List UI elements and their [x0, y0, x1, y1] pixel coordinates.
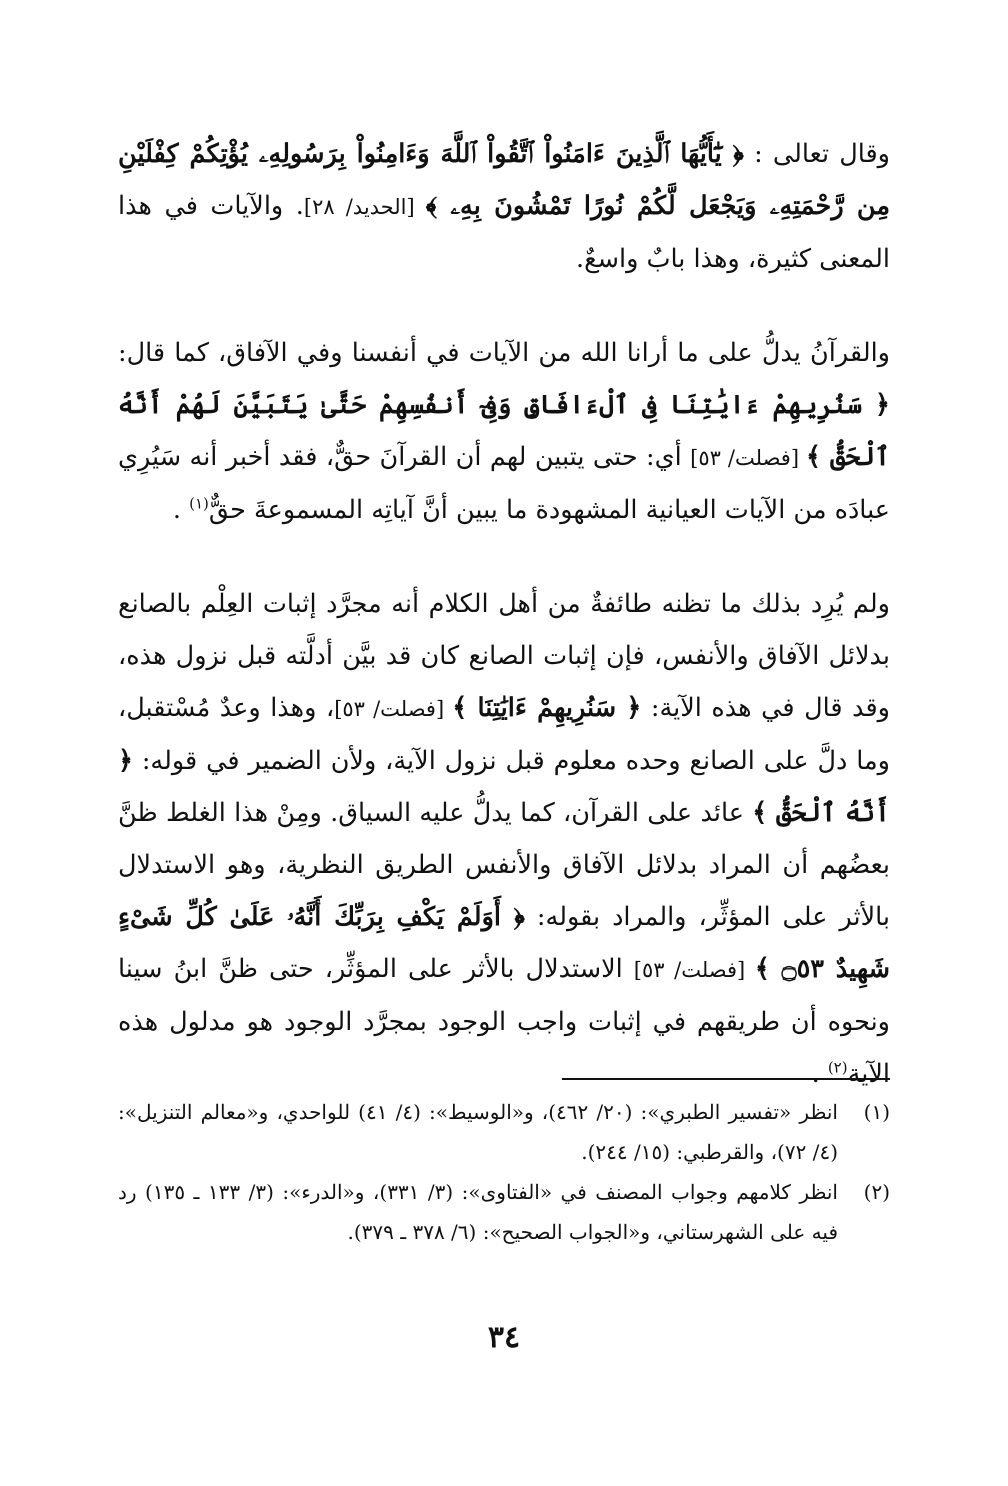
- footnote-1: [118, 1092, 890, 1172]
- quran-verse-hadid-28: ﴿ يَٰٓأَيُّهَا ٱلَّذِينَ ءَامَنُواْ ٱتَّقُواْ ٱللَّهَ وَءَامِنُواْ بِرَسُولِهِۦ يُؤْتِكُمْ كِفْلَيْنِ مِن رَّحْمَتِهِۦ وَيَجْعَل لَّكُمْ نُورًا تَمْشُونَ بِهِۦ ﴾: [118, 139, 890, 221]
- quran-verse-fragment-1: ﴿ سَنُرِيهِمْ ءَايَٰتِنَا ﴾: [452, 693, 642, 723]
- paragraph-2-end: .: [172, 495, 190, 525]
- footnotes: [118, 1092, 890, 1252]
- paragraph-2-rest: أي: حتى يتبين لهم أن القرآنَ حقٌّ، فقد أخبر أنه سَيُرِي عبادَه من الآيات العيانية المشهودة ما يبين أنَّ آياتِه المسموعةَ حقٌّ: [118, 442, 890, 525]
- verse-reference: [فصلت/ ٥٣]: [633, 958, 755, 982]
- verse-reference: [فصلت/ ٥٣]: [690, 446, 807, 470]
- main-text: [118, 128, 890, 1100]
- paragraph-3-text-1: ولم يُرِد بذلك ما تظنه طائفةٌ من أهل الكلام أنه مجرَّد إثبات العِلْم بالصانع بدلائل الآفاق والأنفس، فإن إثبات الصانع كان قد بيَّن أدلَّته قبل نزول هذه، وقد قال في هذه الآية:: [118, 589, 890, 723]
- quran-verse-fragment-2: ﴿ أَنَّهُ ٱلْحَقُّ ﴾: [118, 746, 890, 828]
- paragraph-3-end: .: [811, 1059, 828, 1089]
- verse-reference: [فصلت/ ٥٣]: [334, 697, 453, 721]
- footnote-number: (٢): [863, 1180, 890, 1204]
- footnote-marker-2[interactable]: (٢): [827, 1058, 848, 1077]
- quran-verse-fussilat-53: ﴿ سَنُرِيهِمْ ءَايَٰتِنَا فِى ٱلْءَافَاقِ وَفِىٓ أَنفُسِهِمْ حَتَّىٰ يَتَبَيَّنَ لَهُمْ أَنَّهُ ٱلْحَقُّ ﴾: [118, 390, 890, 472]
- page-number: ٣٤: [487, 1320, 521, 1355]
- footnote-text: انظر كلامهم وجواب المصنف في «الفتاوى»: (٣/ ٣٣١)، و«الدرء»: (٣/ ١٣٣ ـ ١٣٥) رد فيه على الشهرستاني، و«الجواب الصحيح»: (٦/ ٣٧٨ ـ ٣٧٩).: [118, 1180, 838, 1244]
- paragraph-3-text-4: الاستدلال بالأثر على المؤثِّر، حتى ظنَّ ابنُ سينا ونحوه أن طريقهم في إثبات واجب الوجود بمجرَّد الوجود هو مدلول هذه الآية: [118, 954, 890, 1089]
- paragraph-1-lead: وقال تعالى :: [743, 139, 890, 169]
- footnote-2: [118, 1172, 890, 1252]
- paragraph-1-rest: . والآيات في هذا المعنى كثيرة، وهذا بابٌ واسعٌ.: [118, 191, 890, 274]
- paragraph-3: [118, 578, 890, 1100]
- paragraph-3-text-2: ، وهذا وعدٌ مُسْتقبل، وما دلَّ على الصانع وحده معلوم قبل نزول الآية، ولأن الضمير في قوله:: [118, 693, 890, 776]
- paragraph-1: [118, 128, 890, 285]
- paragraph-2-lead: والقرآنُ يدلُّ على ما أرانا الله من الآيات في أنفسنا وفي الآفاق، كما قال:: [118, 338, 890, 368]
- footnote-marker-1[interactable]: (١): [189, 494, 209, 513]
- paragraph-3-text-3: عائد على القرآن، كما يدلُّ عليه السياق. ومِنْ هذا الغلط ظنَّ بعضُهم أن المراد بدلائل الآفاق والأنفس الطريق النظرية، وهو الاستدلال بالأثر على المؤثِّر، والمراد بقوله:: [118, 798, 890, 932]
- verse-reference: [الحديد/ ٢٨]: [303, 195, 426, 219]
- quran-verse-fragment-3: ﴿ أَوَلَمْ يَكْفِ بِرَبِّكَ أَنَّهُۥ عَلَىٰ كُلِّ شَىْءٍ شَهِيدٌ ۝٥٣ ﴾: [118, 902, 890, 984]
- paragraph-2: [118, 327, 890, 536]
- footnote-number: (١): [863, 1100, 890, 1124]
- footnote-divider: [562, 1078, 890, 1080]
- footnote-text: انظر «تفسير الطبري»: (٢٠/ ٤٦٢)، و«الوسيط»: (٤/ ٤١) للواحدي، و«معالم التنزيل»: (٤/ ٧٢)، والقرطبي: (١٥/ ٢٤٤).: [118, 1100, 838, 1164]
